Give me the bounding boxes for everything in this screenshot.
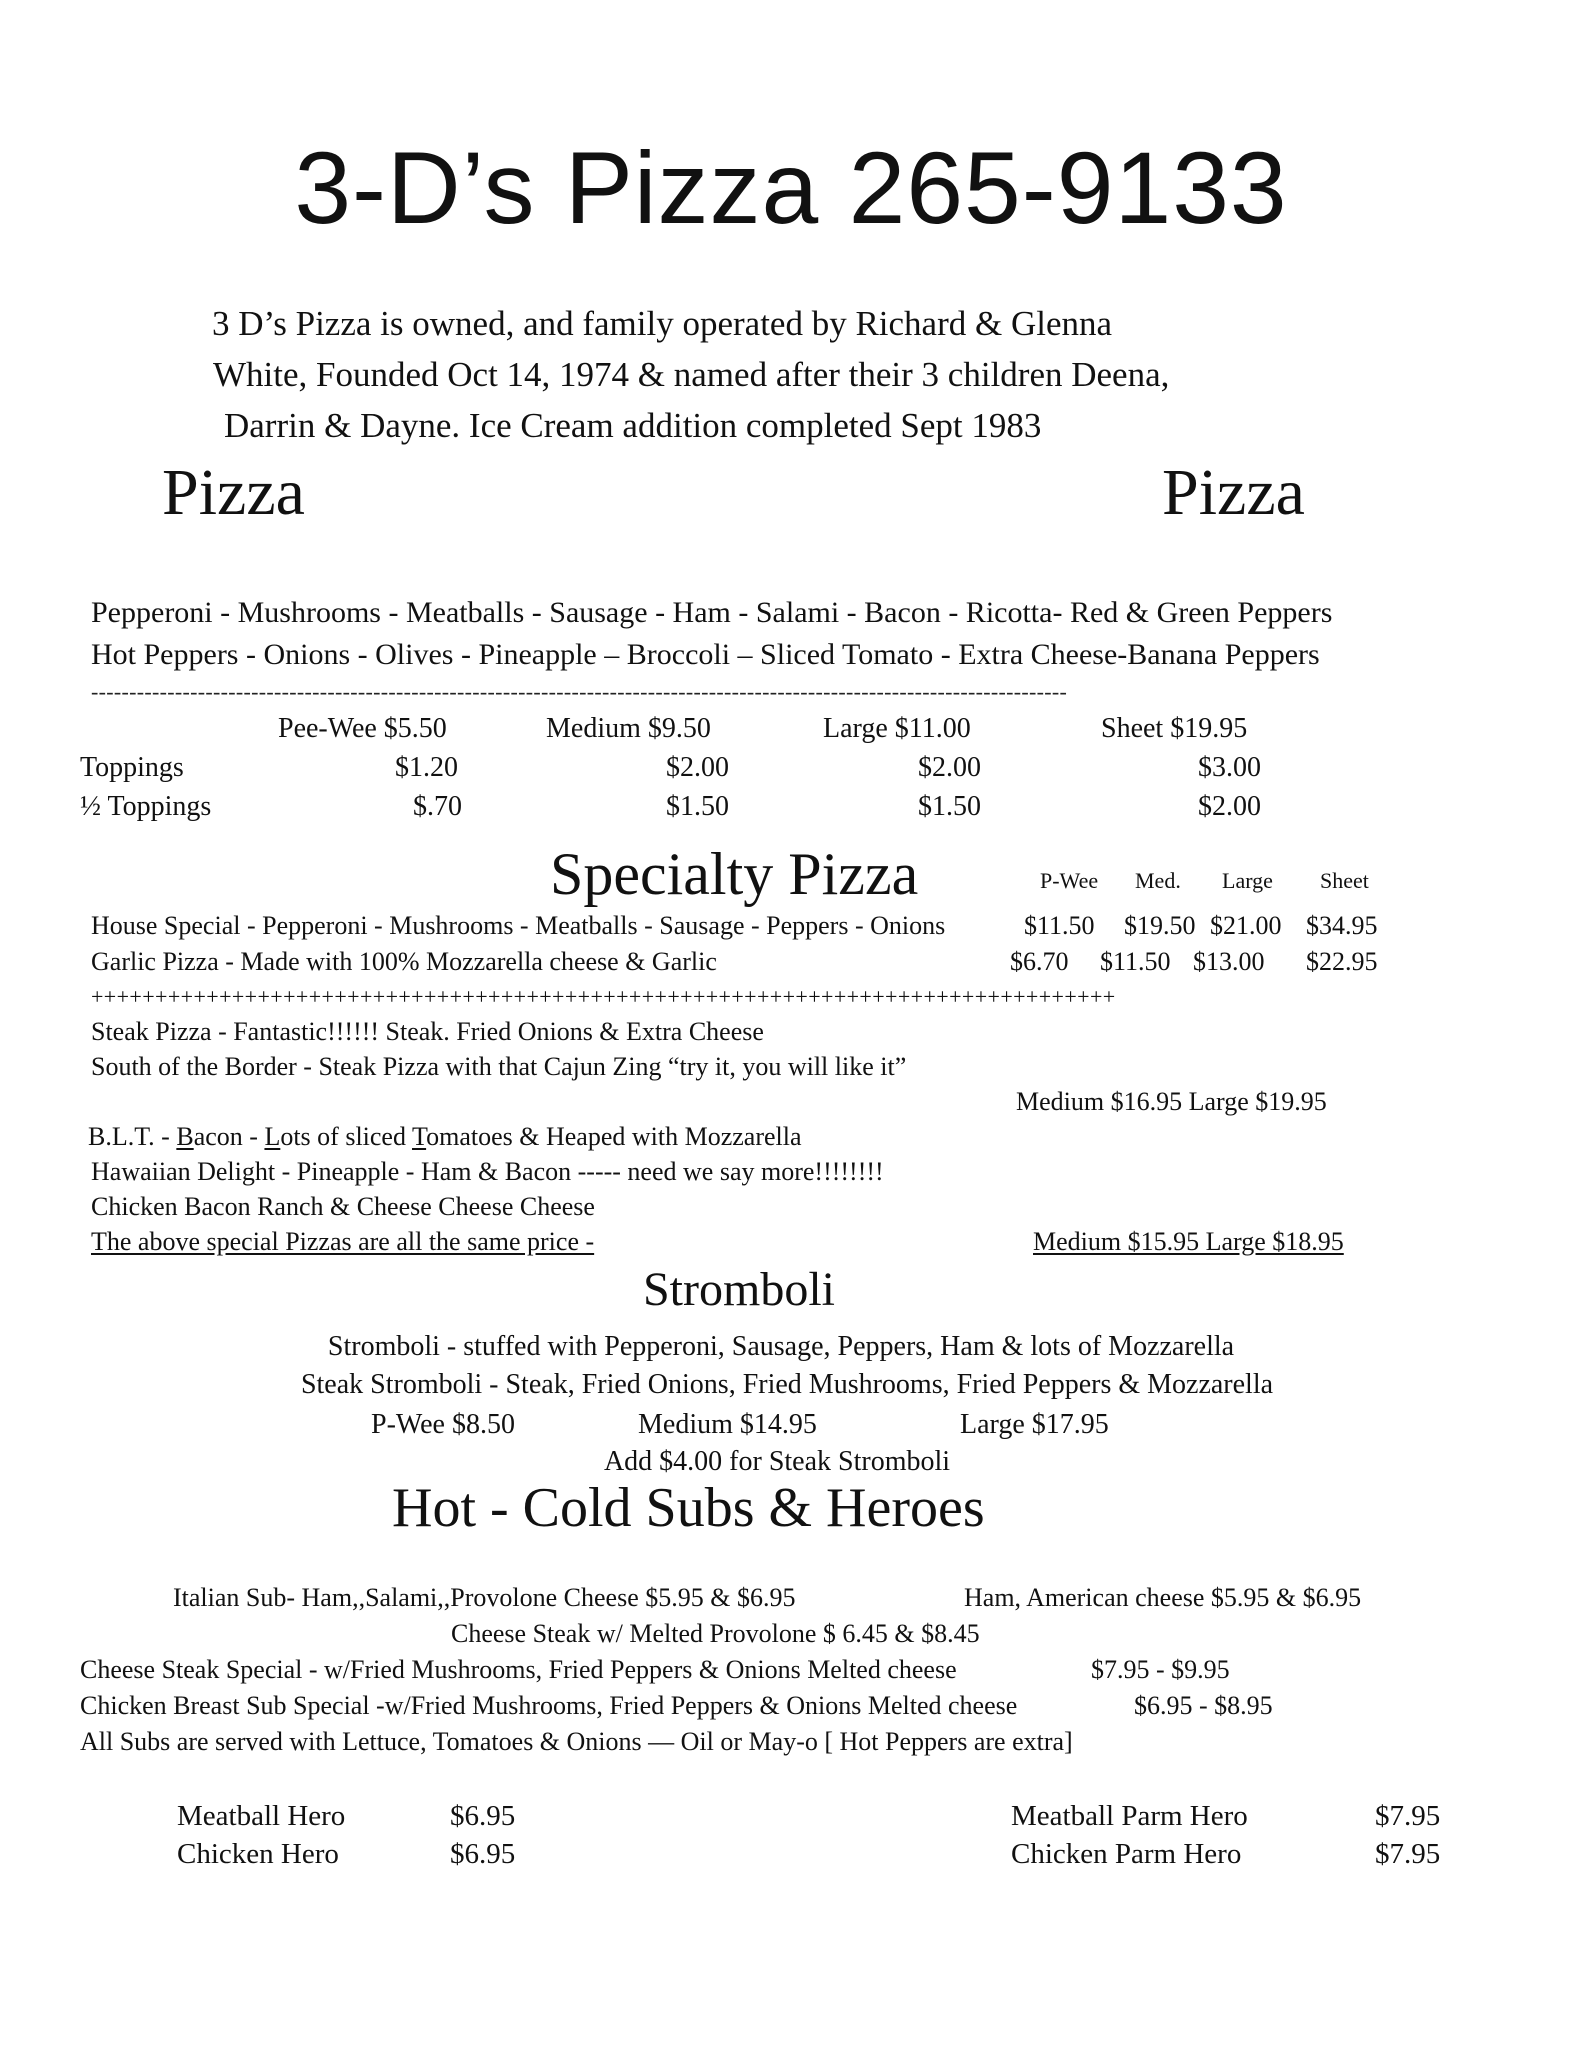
- size-medium: Medium $9.50: [546, 713, 711, 744]
- toppings-line: Pepperoni - Mushrooms - Meatballs - Sausage - Ham - Salami - Bacon - Ricotta- Red & Green Peppers: [91, 596, 1333, 629]
- ham-american-sub: Ham, American cheese $5.95 & $6.95: [964, 1583, 1362, 1612]
- hero-name: Chicken Parm Hero: [1011, 1838, 1242, 1870]
- blt-text: ots of sliced: [280, 1122, 413, 1151]
- chicken-bacon-ranch: Chicken Bacon Ranch & Cheese Cheese Cheese: [91, 1192, 595, 1221]
- south-of-the-border: South of the Border - Steak Pizza with that Cajun Zing “try it, you will like it”: [91, 1052, 907, 1081]
- steak-pizza: Steak Pizza - Fantastic!!!!!! Steak. Fried Onions & Extra Cheese: [91, 1017, 764, 1046]
- intro-line: 3 D’s Pizza is owned, and family operated by Richard & Glenna: [212, 304, 1113, 343]
- blt-prefix: B.L.T. -: [88, 1122, 177, 1151]
- stromboli-price: Large $17.95: [960, 1409, 1109, 1440]
- intro-paragraph: [212, 298, 1169, 451]
- toppings-label: Toppings: [80, 752, 184, 783]
- garlic-pizza-price: $22.95: [1306, 947, 1378, 976]
- toppings-price: $2.00: [666, 752, 729, 783]
- divider-plus: ++++++++++++++++++++++++++++++++++++++++++++++++++++++++++++++++++++++++++++++++: [91, 984, 1116, 1009]
- subs-served-note: All Subs are served with Lettuce, Tomatoes & Onions — Oil or May-o [ Hot Peppers are extra]: [80, 1727, 1073, 1756]
- house-special-price: $21.00: [1210, 911, 1282, 940]
- garlic-pizza: Garlic Pizza - Made with 100% Mozzarella cheese & Garlic: [91, 947, 717, 976]
- specialty-heading: Specialty Pizza: [550, 841, 919, 907]
- hero-price: $7.95: [1375, 1838, 1441, 1870]
- cheese-steak-special-price: $7.95 - $9.95: [1091, 1655, 1230, 1684]
- cheese-steak-special: Cheese Steak Special - w/Fried Mushrooms, Fried Peppers & Onions Melted cheese: [80, 1655, 957, 1684]
- toppings-line: Hot Peppers - Onions - Olives - Pineapple – Broccoli – Sliced Tomato - Extra Cheese-Banana Peppers: [91, 638, 1320, 671]
- hero-price: $7.95: [1375, 1800, 1441, 1832]
- chicken-breast-sub: Chicken Breast Sub Special -w/Fried Mushrooms, Fried Peppers & Onions Melted cheese: [80, 1691, 1018, 1720]
- column-header: Sheet: [1320, 868, 1369, 893]
- pizza-heading-left: Pizza: [162, 456, 305, 529]
- pizza-heading-right: Pizza: [1162, 456, 1305, 529]
- column-header: P-Wee: [1040, 868, 1099, 893]
- hero-price: $6.95: [450, 1838, 516, 1870]
- stromboli-price: P-Wee $8.50: [371, 1409, 515, 1440]
- hero-name: Chicken Hero: [177, 1838, 339, 1870]
- size-large: Large $11.00: [823, 713, 971, 744]
- same-price: [1033, 1227, 1344, 1257]
- stromboli-price: Medium $14.95: [638, 1409, 817, 1440]
- page-title: 3-D’s Pizza 265-9133: [294, 131, 1288, 245]
- blt-letter-l: L: [264, 1122, 281, 1151]
- size-peewee: Pee-Wee $5.50: [278, 713, 447, 744]
- steak-stromboli-line: Steak Stromboli - Steak, Fried Onions, Fried Mushrooms, Fried Peppers & Mozzarella: [300, 1369, 1274, 1400]
- blt-letter-t: T: [412, 1122, 427, 1151]
- garlic-pizza-price: $6.70: [1010, 947, 1069, 976]
- column-header: Large: [1222, 868, 1273, 893]
- half-toppings-price: $1.50: [918, 791, 981, 822]
- blt-text: acon -: [193, 1122, 265, 1151]
- half-toppings-price: $.70: [413, 791, 462, 822]
- same-price-note-text: The above special Pizzas are all the same price -: [91, 1227, 595, 1256]
- blt-text: omatoes & Heaped with Mozzarella: [426, 1122, 802, 1151]
- size-sheet: Sheet $19.95: [1101, 713, 1248, 744]
- garlic-pizza-price: $13.00: [1193, 947, 1265, 976]
- toppings-price: $1.20: [395, 752, 458, 783]
- stromboli-line: Stromboli - stuffed with Pepperoni, Sausage, Peppers, Ham & lots of Mozzarella: [327, 1331, 1235, 1362]
- hero-name: Meatball Hero: [177, 1800, 346, 1832]
- hero-name: Meatball Parm Hero: [1011, 1800, 1248, 1832]
- chicken-breast-sub-price: $6.95 - $8.95: [1134, 1691, 1273, 1720]
- same-price-note: [91, 1227, 594, 1257]
- blt-pizza: [88, 1122, 802, 1152]
- toppings-list: [91, 592, 1332, 676]
- half-toppings-price: $2.00: [1198, 791, 1261, 822]
- garlic-pizza-price: $11.50: [1100, 947, 1171, 976]
- half-toppings-label: ½ Toppings: [80, 791, 212, 822]
- italian-sub: Italian Sub- Ham,,Salami,,Provolone Cheese $5.95 & $6.95: [173, 1583, 796, 1612]
- house-special-price: $11.50: [1024, 911, 1095, 940]
- column-header: Med.: [1135, 868, 1181, 893]
- toppings-price: $3.00: [1198, 752, 1261, 783]
- house-special: House Special - Pepperoni - Mushrooms - Meatballs - Sausage - Peppers - Onions: [91, 911, 946, 940]
- cheese-steak-sub: Cheese Steak w/ Melted Provolone $ 6.45 & $8.45: [451, 1619, 980, 1648]
- house-special-price: $19.50: [1124, 911, 1196, 940]
- blt-letter-b: B: [176, 1122, 194, 1151]
- intro-line: Darrin & Dayne. Ice Cream addition completed Sept 1983: [224, 406, 1042, 445]
- subs-heading: Hot - Cold Subs & Heroes: [392, 1477, 985, 1539]
- half-toppings-price: $1.50: [666, 791, 729, 822]
- stromboli-heading: Stromboli: [642, 1263, 836, 1316]
- divider-dashes: --------------------------------------------------------------------------------------------------------------------------------: [91, 679, 1068, 704]
- same-price-text: Medium $15.95 Large $18.95: [1033, 1227, 1344, 1256]
- hero-price: $6.95: [450, 1800, 516, 1832]
- stromboli-add-note: Add $4.00 for Steak Stromboli: [603, 1446, 951, 1477]
- intro-line: White, Founded Oct 14, 1974 & named after their 3 children Deena,: [213, 355, 1170, 394]
- hawaiian-delight: Hawaiian Delight - Pineapple - Ham & Bacon ----- need we say more!!!!!!!!: [91, 1157, 884, 1186]
- house-special-price: $34.95: [1306, 911, 1378, 940]
- toppings-price: $2.00: [918, 752, 981, 783]
- steak-pizza-price: Medium $16.95 Large $19.95: [1016, 1087, 1327, 1116]
